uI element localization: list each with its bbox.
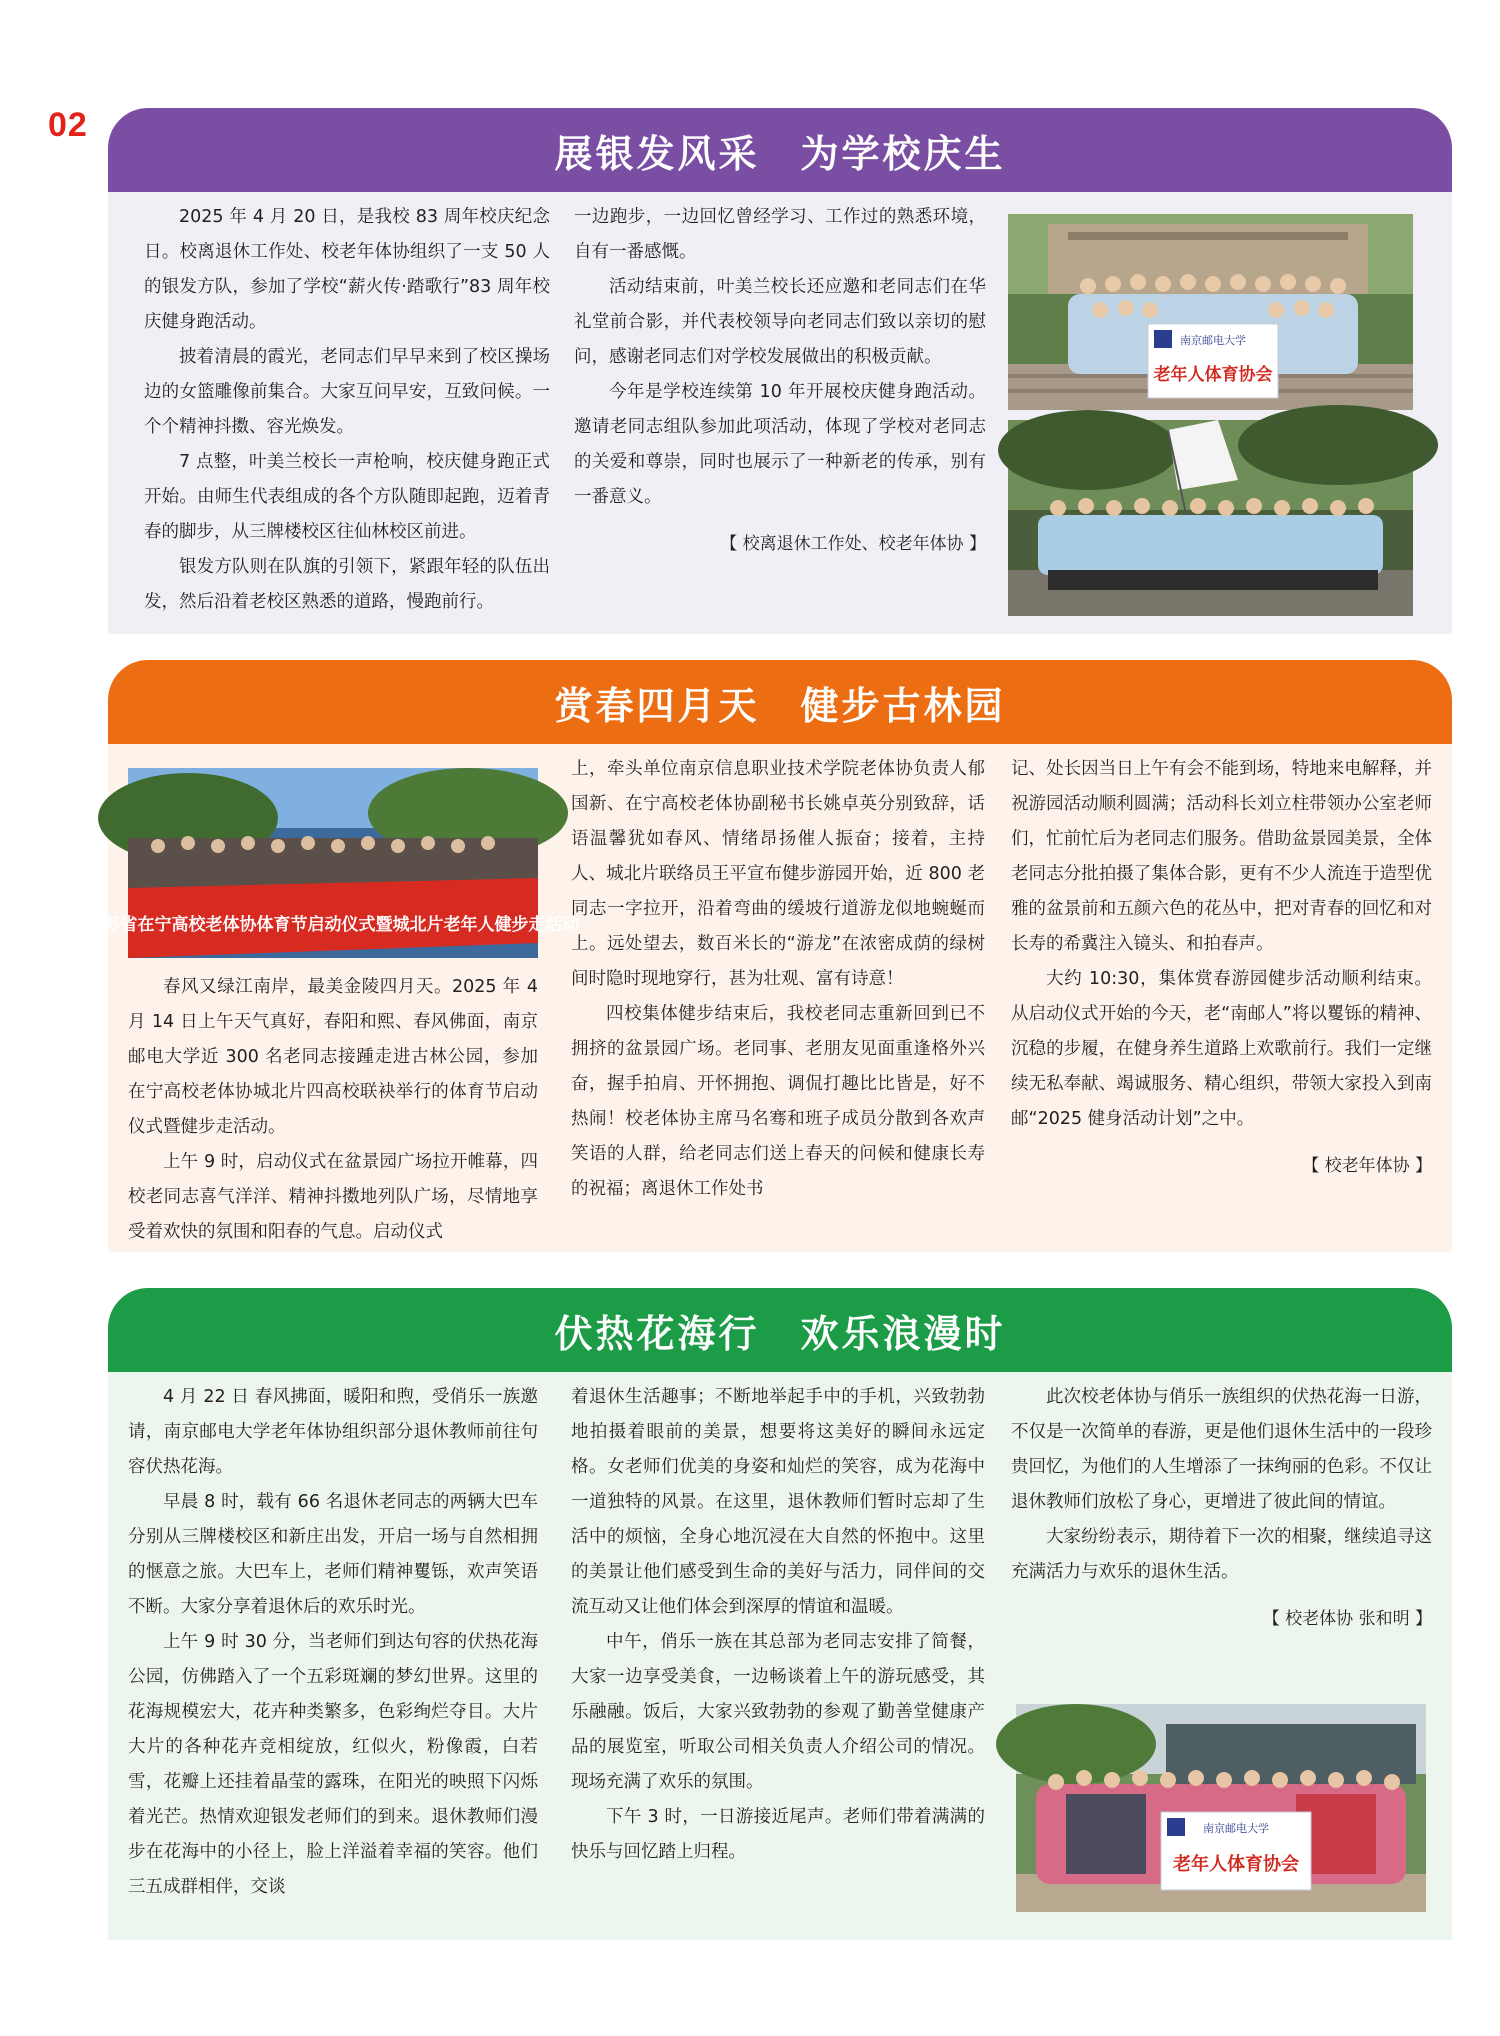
banner-school-name: 南京邮电大学: [1203, 1822, 1269, 1835]
paragraph: 记、处长因当日上午有会不能到场，特地来电解释，并祝游园活动顺利圆满；活动科长刘立柱带领办公室老师们，忙前忙后为老同志们服务。借助盆景园美景，全体老同志分批拍摄了集体合影，更有不少人流连于造型优雅的盆景前和五颜六色的花丛中，把对青春的回忆和对长寿的希冀注入镜头、和拍春声。: [1011, 759, 1432, 954]
text-column: [128, 1380, 538, 1905]
text-column: [571, 1380, 985, 1870]
paragraph: 一边跑步，一边回忆曾经学习、工作过的熟悉环境，自有一番感慨。: [574, 207, 986, 262]
flower-garden-group-photo: [1016, 1704, 1426, 1912]
banner-label: 老年人体育协会: [1173, 1854, 1299, 1875]
paragraph: 下午 3 时，一日游接近尾声。老师们带着满满的快乐与回忆踏上归程。: [571, 1807, 985, 1862]
paragraph: 4 月 22 日 春风拂面，暖阳和煦，受俏乐一族邀请，南京邮电大学老年体协组织部分退休教师前往句容伏热花海。: [128, 1387, 538, 1477]
paragraph: 披着清晨的霞光，老同志们早早来到了校区操场边的女篮雕像前集合。大家互问早安，互致问候。一个个精神抖擞、容光焕发。: [144, 347, 550, 437]
text-column: [1011, 1380, 1432, 1637]
paragraph: 2025 年 4 月 20 日，是我校 83 周年校庆纪念日。校离退休工作处、校老年体协组织了一支 50 人的银发方队，参加了学校“薪火传·踏歌行”83 周年校庆健身跑活动。: [144, 207, 550, 332]
paragraph: 着退休生活趣事；不断地举起手中的手机，兴致勃勃地拍摄着眼前的美景，想要将这美好的瞬间永远定格。女老师们优美的身姿和灿烂的笑容，成为花海中一道独特的风景。在这里，退休教师们暂时忘却了生活中的烦恼，全身心地沉浸在大自然的怀抱中。这里的美景让他们感受到生命的美好与活力，同伴间的交流互动又让他们体会到深厚的情谊和温暖。: [571, 1387, 985, 1617]
text-column: [144, 200, 550, 620]
running-team-photo: [1008, 420, 1413, 616]
article-signature: 【 校老体协 张和明 】: [1262, 1609, 1432, 1629]
banner-school-name: 南京邮电大学: [1180, 334, 1246, 347]
section-spring-walk: [86, 660, 1452, 1252]
paragraph: 银发方队则在队旗的引领下，紧跟年轻的队伍出发，然后沿着老校区熟悉的道路，慢跑前行。: [144, 557, 550, 612]
paragraph: 春风又绿江南岸，最美金陵四月天。2025 年 4 月 14 日上午天气真好，春阳和熙、春风佛面，南京邮电大学近 300 名老同志接踵走进古林公园，参加在宁高校老体协城北片四高校联袂举行的体育节启动仪式暨健步走活动。: [128, 977, 538, 1137]
banner-label: 江苏省在宁高校老体协体育节启动仪式暨城北片老年人健步走活动: [86, 915, 580, 935]
text-column: [1011, 752, 1432, 1184]
banner-label: 老年人体育协会: [1153, 365, 1273, 385]
group-photo-steps: [1008, 214, 1413, 410]
section-title: 展银发风采 为学校庆生: [108, 108, 1452, 192]
paragraph: 上午 9 时，启动仪式在盆景园广场拉开帷幕，四校老同志喜气洋洋、精神抖擞地列队广场，尽情地享受着欢快的氛围和阳春的气息。启动仪式: [128, 1152, 538, 1242]
page-number: 02: [48, 106, 88, 144]
paragraph: 上午 9 时 30 分，当老师们到达句容的伏热花海公园，仿佛踏入了一个五彩斑斓的梦幻世界。这里的花海规模宏大，花卉种类繁多，色彩绚烂夺目。大片大片的各种花卉竞相绽放，红似火，粉像霞，白若雪，花瓣上还挂着晶莹的露珠，在阳光的映照下闪烁着光芒。热情欢迎银发老师们的到来。退休教师们漫步在花海中的小径上，脸上洋溢着幸福的笑容。他们三五成群相伴，交谈: [128, 1632, 538, 1897]
section-title: 伏热花海行 欢乐浪漫时: [108, 1288, 1452, 1372]
paragraph: 今年是学校连续第 10 年开展校庆健身跑活动。邀请老同志组队参加此项活动，体现了学校对老同志的关爱和尊崇，同时也展示了一种新老的传承，别有一番意义。: [574, 382, 986, 507]
text-column: [128, 970, 538, 1250]
section-title: 赏春四月天 健步古林园: [108, 660, 1452, 744]
crowd-banner-photo: [86, 768, 580, 958]
article-signature: 【 校老年体协 】: [1302, 1156, 1432, 1176]
text-column: [571, 752, 985, 1207]
text-column: [574, 200, 986, 562]
paragraph: 活动结束前，叶美兰校长还应邀和老同志们在华礼堂前合影，并代表校领导向老同志们致以亲切的慰问，感谢老同志们对学校发展做出的积极贡献。: [574, 277, 986, 367]
section-anniversary-run: [108, 108, 1452, 634]
article-signature: 【 校离退休工作处、校老年体协 】: [720, 534, 986, 554]
paragraph: 上，牵头单位南京信息职业技术学院老体协负责人郁国新、在宁高校老体协副秘书长姚卓英分别致辞，话语温馨犹如春风、情绪昂扬催人振奋；接着，主持人、城北片联络员王平宣布健步游园开始，近 800 老同志一字拉开，沿着弯曲的缓坡行道游龙似地蜿蜒而上。远处望去，数百米长的“游龙”在浓密成荫的绿树间时隐时现地穿行，甚为壮观、富有诗意！: [571, 759, 985, 989]
paragraph: 大约 10:30，集体赏春游园健步活动顺利结束。从启动仪式开始的今天，老“南邮人”将以矍铄的精神、沉稳的步履，在健身养生道路上欢歌前行。我们一定继续无私奉献、竭诚服务、精心组织，带领大家投入到南邮“2025 健身活动计划”之中。: [1011, 969, 1432, 1129]
paragraph: 早晨 8 时，载有 66 名退休老同志的两辆大巴车分别从三牌楼校区和新庄出发，开启一场与自然相拥的惬意之旅。大巴车上，老师们精神矍铄，欢声笑语不断。大家分享着退休后的欢乐时光。: [128, 1492, 538, 1617]
paragraph: 7 点整，叶美兰校长一声枪响，校庆健身跑正式开始。由师生代表组成的各个方队随即起跑，迈着青春的脚步，从三牌楼校区往仙林校区前进。: [144, 452, 550, 542]
paragraph: 四校集体健步结束后，我校老同志重新回到已不拥挤的盆景园广场。老同事、老朋友见面重逢格外兴奋，握手拍肩、开怀拥抱、调侃打趣比比皆是，好不热闹！校老体协主席马名骞和班子成员分散到各欢声笑语的人群，给老同志们送上春天的问候和健康长寿的祝福；离退休工作处书: [571, 1004, 985, 1199]
paragraph: 大家纷纷表示，期待着下一次的相聚，继续追寻这充满活力与欢乐的退休生活。: [1011, 1527, 1432, 1582]
paragraph: 此次校老体协与俏乐一族组织的伏热花海一日游，不仅是一次简单的春游，更是他们退休生活中的一段珍贵回忆，为他们的人生增添了一抹绚丽的色彩。不仅让退休教师们放松了身心，更增进了彼此间的情谊。: [1011, 1387, 1432, 1512]
paragraph: 中午，俏乐一族在其总部为老同志安排了简餐，大家一边享受美食，一边畅谈着上午的游玩感受，其乐融融。饭后，大家兴致勃勃的参观了勤善堂健康产品的展览室，听取公司相关负责人介绍公司的情况。现场充满了欢乐的氛围。: [571, 1632, 985, 1792]
section-flower-trip: [108, 1288, 1452, 1940]
